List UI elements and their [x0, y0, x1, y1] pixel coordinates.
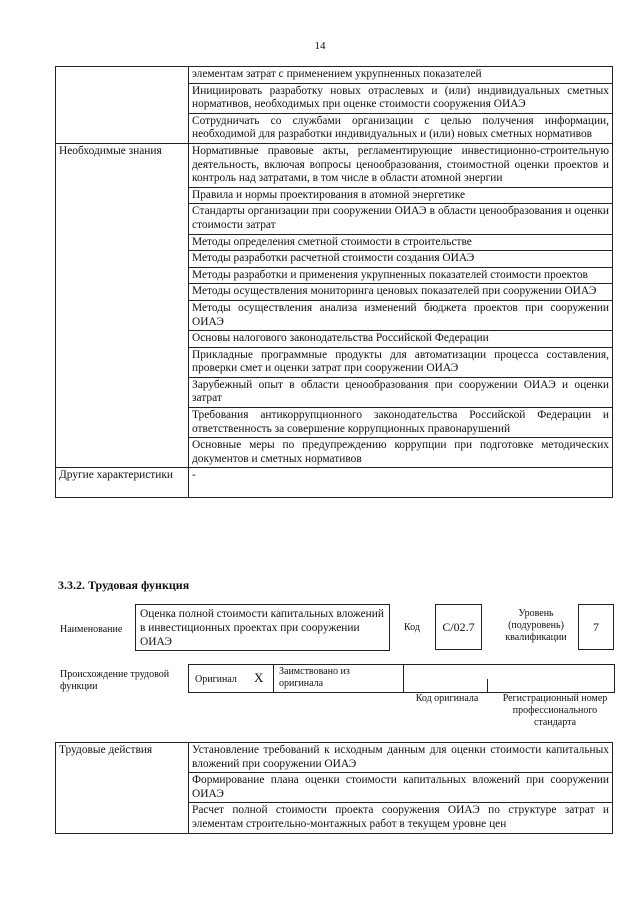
knowledge-cell: Правила и нормы проектирования в атомной энергетике: [189, 187, 613, 204]
knowledge-cell: Прикладные программные продукты для автоматизации процесса составления, проверки смет и оценки затрат при сооружении ОИАЭ: [189, 347, 613, 377]
knowledge-table: [55, 66, 613, 498]
skill-cell: Инициировать разработку новых отраслевых и (или) индивидуальных сметных нормативов, необходимых при оценке стоимости сооружения ОИАЭ: [189, 83, 613, 113]
skill-cell: Сотрудничать со службами организации с целью получения информации, необходимой для разработки индивидуальных и (или) новых сметных нормативов: [189, 113, 613, 143]
knowledge-cell: Методы осуществления анализа изменений бюджета проектов при сооружении ОИАЭ: [189, 300, 613, 330]
knowledge-cell: Методы разработки расчетной стоимости создания ОИАЭ: [189, 251, 613, 268]
registration-number-caption: Регистрационный номер профессионального стандарта: [502, 693, 608, 728]
knowledge-cell: Требования антикоррупционного законодательства Российской Федерации и ответственность за совершение коррупционных правонарушений: [189, 408, 613, 438]
name-label: Наименование: [60, 624, 123, 635]
knowledge-cell: Основы налогового законодательства Российской Федерации: [189, 331, 613, 348]
knowledge-cell: Стандарты организации при сооружении ОИАЭ в области ценообразования и оценки стоимости затрат: [189, 204, 613, 234]
action-cell: Расчет полной стоимости проекта сооружения ОИАЭ по структуре затрат и элементам строительно-монтажных работ в текущем уровне цен: [189, 803, 613, 833]
section-heading: 3.3.2. Трудовая функция: [58, 578, 190, 592]
function-name-box: Оценка полной стоимости капитальных вложений в инвестиционных проектах при сооружении ОИАЭ: [135, 604, 390, 651]
borrowed-label: Заимствовано из оригинала: [279, 666, 350, 689]
original-mark: X: [254, 670, 264, 685]
page-number: 14: [314, 40, 326, 52]
knowledge-cell: Методы осуществления мониторинга ценовых показателей при сооружении ОИАЭ: [189, 284, 613, 301]
table-row: [56, 468, 613, 498]
action-cell: Установление требований к исходным данным для оценки стоимости капитальных вложений при сооружении ОИАЭ: [189, 743, 613, 773]
knowledge-cell: Методы разработки и применения укрупненных показателей стоимости проектов: [189, 267, 613, 284]
labor-actions-label: Трудовые действия: [56, 743, 189, 834]
action-cell: Формирование плана оценки стоимости капитальных вложений при сооружении ОИАЭ: [189, 773, 613, 803]
other-characteristics-value: -: [189, 468, 613, 498]
required-knowledge-label: Необходимые знания: [56, 143, 189, 467]
other-characteristics-label: Другие характеристики: [56, 468, 189, 498]
knowledge-cell: Основные меры по предупреждению коррупции при подготовке методических документов и сметных нормативов: [189, 438, 613, 468]
knowledge-cell: Зарубежный опыт в области ценообразования при сооружении ОИАЭ и оценки затрат: [189, 377, 613, 407]
table-row: [56, 67, 613, 84]
code-original-caption: Код оригинала: [415, 693, 479, 704]
original-label: Оригинал: [195, 674, 237, 685]
skill-cell: элементам затрат с применением укрупненных показателей: [189, 67, 613, 84]
origin-box: [188, 664, 615, 693]
level-label: Уровень (подуровень) квалификации: [505, 608, 567, 643]
code-label: Код: [404, 622, 420, 633]
origin-label: Происхождение трудовой функции: [60, 669, 170, 692]
labor-actions-table: [55, 742, 613, 834]
table-row: [56, 143, 613, 187]
knowledge-cell: Методы определения сметной стоимости в строительстве: [189, 234, 613, 251]
level-value-box: 7: [578, 604, 614, 650]
table-row: [56, 743, 613, 773]
row-label-empty: [56, 67, 189, 144]
knowledge-cell: Нормативные правовые акты, регламентирующие инвестиционно-строительную деятельность, включая вопросы ценообразования, стоимостной оценки проектов и контроль над затратами, в том числе в области атомной энергии: [189, 143, 613, 187]
code-value-box: C/02.7: [435, 604, 482, 650]
